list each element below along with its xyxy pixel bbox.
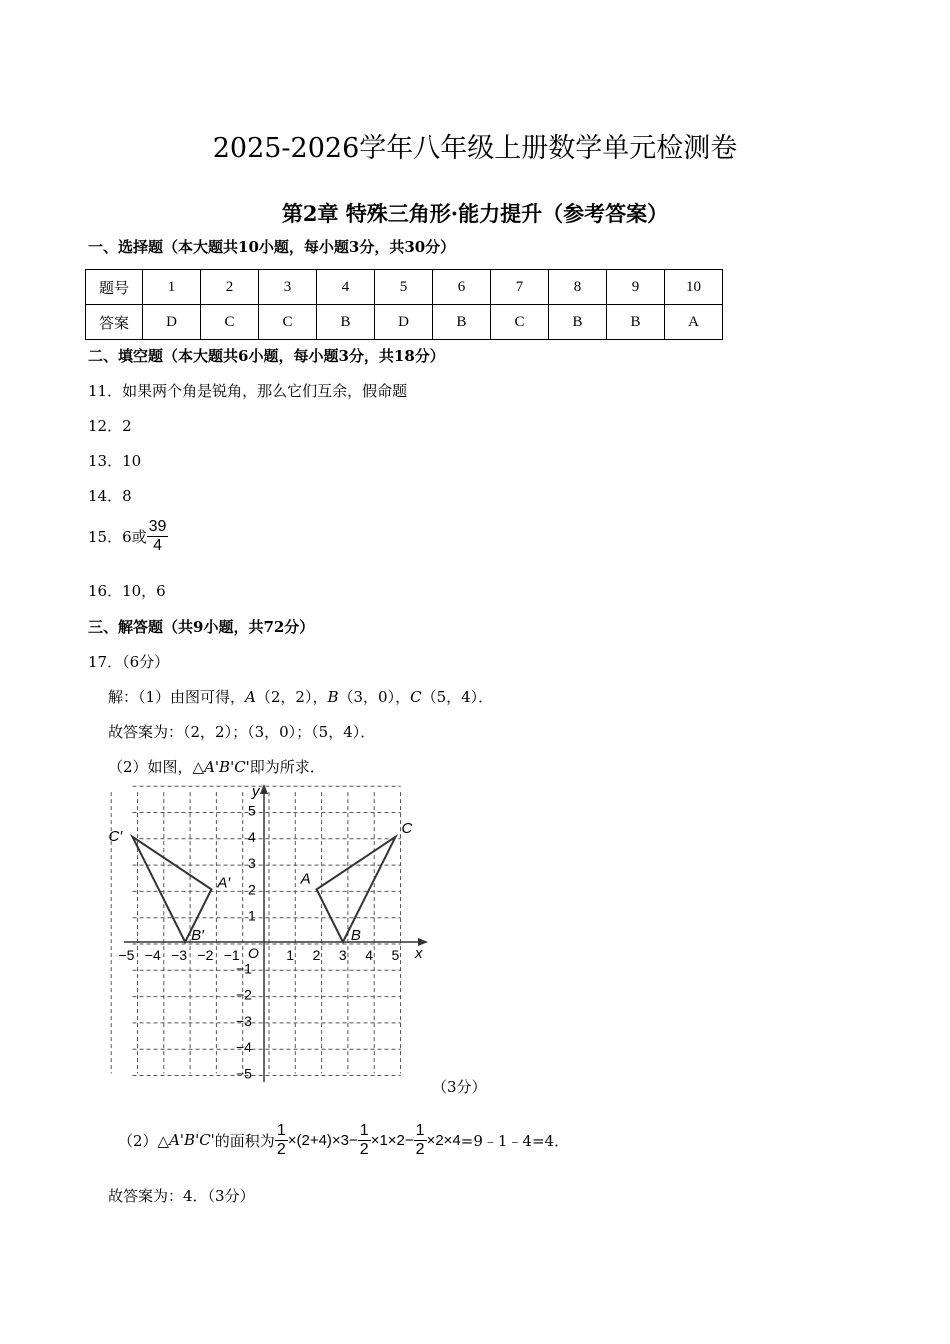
fraction-half [414,1122,427,1158]
section3-heading: 三、解答题（共9小题，共72分） [88,618,315,636]
y-tick-label: 5 [248,802,256,819]
x-axis-label: x [415,945,423,962]
y-tick-label: −3 [236,1012,252,1029]
math-term: ×1×2− [370,1131,414,1149]
triangle-label: A'B'C' [169,1131,215,1150]
fraction-denominator: 2 [359,1140,369,1158]
fraction-denominator: 2 [276,1140,286,1158]
answer-cell: D [143,305,201,340]
page-title: 2025-2026学年八年级上册数学单元检测卷 [212,133,738,164]
question-number: 3 [259,270,317,305]
y-axis-arrow [260,784,268,794]
point-label-b: B [350,927,361,944]
answer-cell: D [375,305,433,340]
y-tick-label: −5 [236,1065,252,1082]
question-number: 4 [317,270,375,305]
area-formula [118,1122,569,1158]
answer-cell: C [259,305,317,340]
point-label: C [410,688,422,706]
answer-cell: B [317,305,375,340]
answer-cell: B [433,305,491,340]
fraction-denominator: 4 [153,536,162,554]
question-number: 7 [491,270,549,305]
fraction-numerator: 39 [148,518,167,535]
point-label: A [245,688,256,706]
question-number: 9 [607,270,665,305]
answer-cell: B [607,305,665,340]
page-subtitle: 第2章 特殊三角形·能力提升（参考答案） [281,201,669,226]
y-tick-label: 2 [248,881,256,898]
point-label-a1: A′ [217,874,231,892]
point-label-b1: B′ [191,927,204,944]
final-answer: 故答案为：4．（3分） [108,1187,255,1205]
row-label-answer: 答案 [86,305,143,340]
triangle-label: A'B'C' [204,758,250,776]
text: （2）△ [118,1131,170,1150]
point-label-c1: C′ [108,827,123,845]
x-tick-label: 3 [338,947,347,963]
x-tick-label: 4 [365,947,373,963]
x-tick-label: −2 [197,947,214,963]
question-number: 5 [375,270,433,305]
coordinate-figure [100,780,440,1090]
answer-cell: B [549,305,607,340]
y-tick-label: 1 [248,907,256,924]
row-label-question: 题号 [86,270,143,305]
answer-13: 13．10 [88,452,142,470]
figure-score: （3分） [432,1078,487,1096]
answer-15 [88,518,168,554]
answer-cell: A [665,305,723,340]
text: 解：（1）由图可得， [108,688,246,706]
point-label-c: C [401,819,413,837]
origin-label: O [248,945,259,961]
question-number: 6 [433,270,491,305]
text: （2，2）， [255,688,328,706]
q17-answer-line: 故答案为：（2，2）；（3，0）；（5，4）． [108,723,376,741]
math-result: =9﹣1﹣4=4． [460,1131,570,1150]
point-label-a: A [300,870,311,888]
question-number: 10 [665,270,723,305]
answer-table-number-row [86,270,723,305]
text: （2）如图，△ [108,758,205,776]
question-number: 8 [549,270,607,305]
x-tick-label: −5 [118,947,135,963]
answer-table-answer-row [86,305,723,340]
x-tick-label: 5 [391,947,400,963]
y-tick-label: −4 [236,1039,252,1056]
q17-part1 [108,686,493,707]
answer-11: 11．如果两个角是锐角，那么它们互余，假命题 [88,382,408,400]
math-term: ×2×4 [426,1131,461,1149]
fraction-half [275,1122,288,1158]
answer-14: 14．8 [88,487,132,505]
section2-heading: 二、填空题（本大题共6小题，每小题3分，共18分） [88,347,445,365]
q17-heading: 17．（6分） [88,653,170,671]
fraction-39-4 [147,518,169,554]
text: 即为所求． [249,758,325,776]
y-tick-label: 3 [248,855,256,872]
x-tick-label: −4 [144,947,161,963]
y-tick-label: −1 [236,960,252,977]
fraction-numerator: 1 [359,1122,369,1139]
answer-15-prefix: 15．6或 [88,527,147,546]
x-tick-label: 2 [312,947,321,963]
fraction-half [358,1122,371,1158]
y-tick-label: −2 [236,986,252,1003]
answer-cell: C [491,305,549,340]
x-tick-label: 1 [286,947,295,963]
x-tick-label: −1 [223,947,240,963]
answer-cell: C [201,305,259,340]
answer-16: 16．10，6 [88,582,166,600]
text: （3，0）， [338,688,411,706]
fraction-numerator: 1 [276,1122,286,1139]
text: （5，4）． [421,688,494,706]
section1-heading: 一、选择题（本大题共10小题，每小题3分，共30分） [88,238,456,256]
answer-table [85,269,723,340]
fraction-denominator: 2 [415,1140,425,1158]
q17-part2 [108,756,325,777]
text: 的面积为 [214,1131,275,1150]
y-tick-label: 4 [248,828,256,845]
question-number: 2 [201,270,259,305]
x-tick-label: −3 [171,947,188,963]
answer-12: 12．2 [88,417,132,435]
fraction-numerator: 1 [415,1122,425,1139]
y-axis-label: y [252,783,260,800]
point-label: B [327,688,339,706]
math-term: ×(2+4)×3− [287,1131,358,1149]
question-number: 1 [143,270,201,305]
